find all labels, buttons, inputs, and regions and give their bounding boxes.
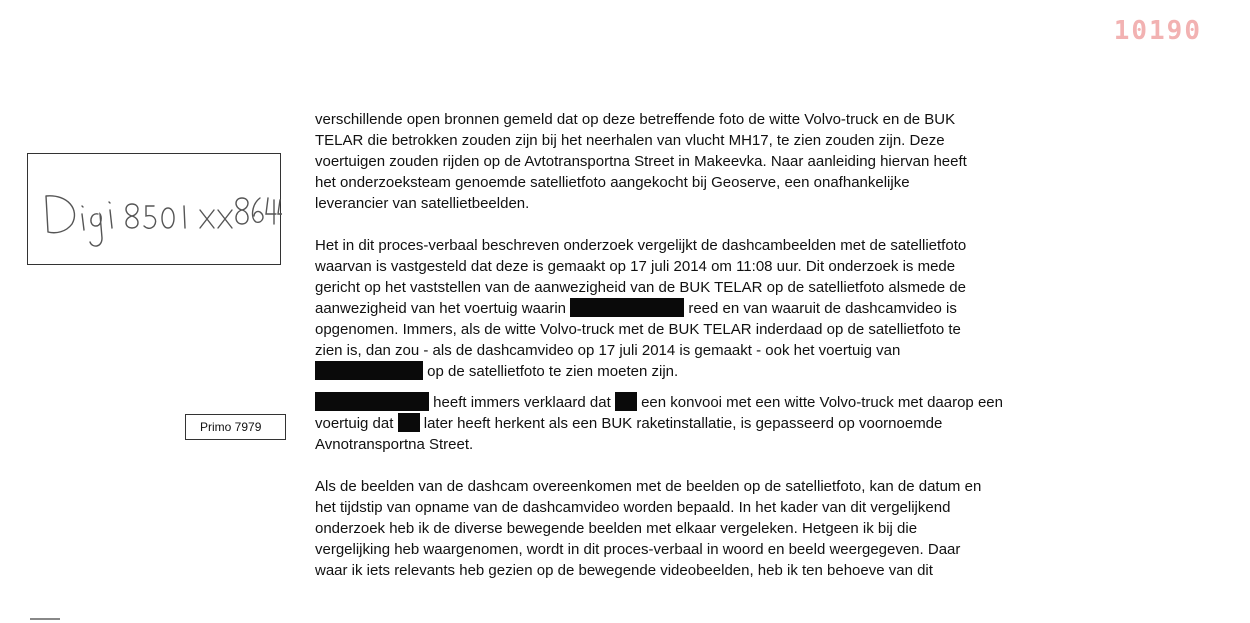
scan-edge-mark [30,618,60,620]
handwritten-signature-drawing [28,154,282,266]
text-line [315,392,1125,413]
document-body [315,109,1125,581]
redaction-bar [315,361,423,380]
text-line: waar ik iets relevants heb gezien op de bewegende videobeelden, heb ik ten behoeve van dit [315,562,933,579]
text-line: vergelijking heb waargenomen, wordt in dit proces-verbaal in woord en beeld weergegeven. Daar [315,541,961,558]
redaction-bar [315,392,429,411]
redaction-bar [398,413,420,432]
paragraph-4 [315,476,1125,581]
text-line: Het in dit proces-verbaal beschreven onderzoek vergelijkt de dashcambeelden met de satellietfoto [315,237,967,254]
text-line: leverancier van satellietbeelden. [315,195,530,212]
handwritten-reference-box [27,153,281,265]
text-segment: heeft immers verklaard dat [433,394,611,411]
text-line: verschillende open bronnen gemeld dat op deze betreffende foto de witte Volvo-truck en de BUK [315,111,956,128]
text-line: Avnotransportna Street. [315,436,474,453]
text-line: onderzoek heb ik de diverse bewegende beelden met elkaar vergeleken. Hetgeen ik bij die [315,520,918,537]
text-segment: reed en van waaruit de dashcamvideo is [688,300,957,317]
text-line: waarvan is vastgesteld dat deze is gemaakt op 17 juli 2014 om 11:08 uur. Dit onderzoek is mede [315,258,956,275]
text-line: gericht op het vaststellen van de aanwezigheid van de BUK TELAR op de satellietfoto alsmede de [315,279,966,296]
paragraph-2 [315,235,1125,382]
text-segment: op de satellietfoto te zien moeten zijn. [427,363,679,380]
page-number-stamp: 10190 [1113,16,1202,46]
text-line: Als de beelden van de dashcam overeenkomen met de beelden op de satellietfoto, kan de datum en [315,478,982,495]
text-segment: voertuig dat [315,415,394,432]
text-line: opgenomen. Immers, als de witte Volvo-truck met de BUK TELAR inderdaad op de satellietfoto te [315,321,961,338]
redaction-bar [570,298,684,317]
text-segment: een konvooi met een witte Volvo-truck met daarop een [641,394,1003,411]
redaction-bar [615,392,637,411]
paragraph-3 [315,392,1125,455]
reference-label-box: Primo 7979 [185,414,286,440]
text-line [315,298,1125,319]
text-line: het onderzoeksteam genoemde satellietfoto aangekocht bij Geoserve, een onafhankelijke [315,174,910,191]
text-line: voertuigen zouden rijden op de Avtotransportna Street in Makeevka. Naar aanleiding hiervan heeft [315,153,967,170]
text-line: TELAR die betrokken zouden zijn bij het neerhalen van vlucht MH17, te zien zouden zijn. Deze [315,132,945,149]
text-line [315,361,1125,382]
text-line: het tijdstip van opname van de dashcamvideo worden bepaald. In het kader van dit vergelijkend [315,499,951,516]
text-line [315,413,1125,434]
text-segment: aanwezigheid van het voertuig waarin [315,300,566,317]
paragraph-1 [315,109,1125,214]
text-segment: later heeft herkent als een BUK raketinstallatie, is gepasseerd op voornoemde [423,415,943,432]
text-line: zien is, dan zou - als de dashcamvideo op 17 juli 2014 is gemaakt - ook het voertuig van [315,342,901,359]
